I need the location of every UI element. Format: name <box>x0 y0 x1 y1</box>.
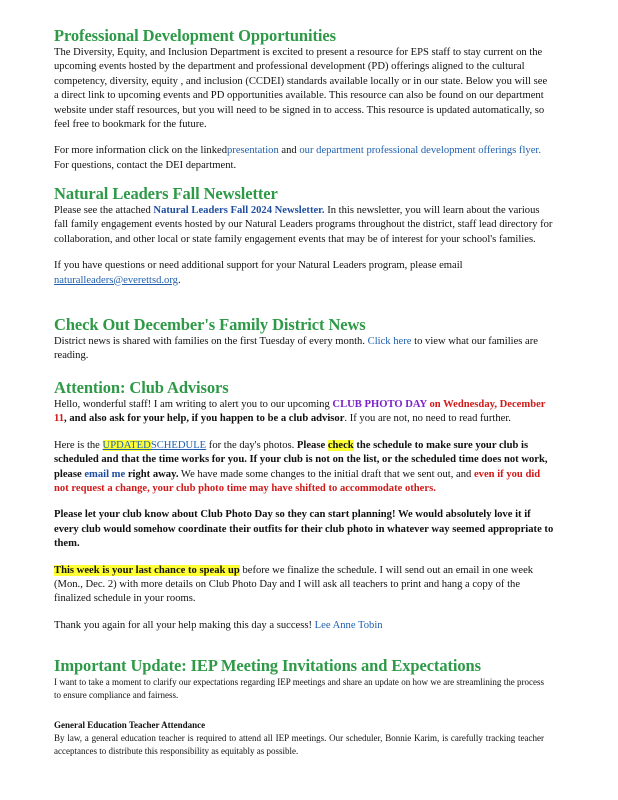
club-p4-post: before we finalize the schedule. I will send out an email in one week (Mon., Dec. 2) with more details on Club Photo Day and I will ask all teachers to print and hang a copy of the finalized schedule in your rooms. <box>54 564 534 605</box>
club-deadline-paragraph <box>54 564 554 607</box>
club-last-chance: This week is your last chance to speak up <box>54 564 240 576</box>
club-intro-paragraph <box>54 398 554 427</box>
lee-anne-tobin-link[interactable]: Lee Anne Tobin <box>314 619 383 631</box>
updated-schedule-link-schedule[interactable]: SCHEDULE <box>150 439 207 451</box>
pd-section <box>54 26 554 173</box>
iep-intro: I want to take a moment to clarify our expectations regarding IEP meetings and share an update on how we are streamlining the process to ensure compliance and fairness. <box>54 677 544 700</box>
iep-heading: Important Update: IEP Meeting Invitations and Expectations <box>54 656 481 675</box>
club-p2-here: Here is the <box>54 439 103 451</box>
natural-leaders-section <box>54 184 554 288</box>
club-p2-red: even if you did not request a change, your club photo time may have shifted to accommodate others. <box>54 468 541 495</box>
district-news-section <box>54 315 554 364</box>
iep-body: By law, a general education teacher is required to attend all IEP meetings. Our scheduler, Bonnie Karim, is carefully tracking teacher acceptances to distribute this responsibility as equitably as possible. <box>54 733 544 757</box>
natural-leaders-paragraph <box>54 204 554 247</box>
iep-subhead: General Education Teacher Attendance <box>54 720 206 730</box>
club-p2-check: check <box>327 439 354 451</box>
club-thanks-paragraph <box>54 619 554 633</box>
nl-contact-paragraph <box>54 259 554 288</box>
presentation-link[interactable]: presentation <box>227 145 279 157</box>
nl-email-post: . <box>177 274 181 286</box>
club-p2-for: for the day's photos. <box>206 439 297 451</box>
iep-section <box>54 656 544 758</box>
club-planning-paragraph: Please let your club know about Club Photo Day so they can start planning! We would absolutely love it if every club would somehow coordinate their outfits for their club photo in whatever way seemed appropriate to them. <box>54 509 554 550</box>
club-p2-bold1: the schedule to make sure your club is scheduled and that the time works for you. If your club is not on the list, or the scheduled time does not work, please <box>54 439 548 480</box>
club-photo-day-label: CLUB PHOTO DAY <box>332 399 427 410</box>
club-advisors-section <box>54 378 554 633</box>
updated-schedule-link-updated[interactable]: UPDATED <box>102 439 151 451</box>
pd-links-paragraph <box>54 144 554 173</box>
pd-paragraph: The Diversity, Equity, and Inclusion Department is excited to present a resource for EPS staff to stay current on the upcoming events hosted by the department and professional development (PD) offerings aligned to the cultural competency, diversity, equity , and inclusion (CCDEI) standards available locally or in our state. Below you will see a direct link to upcoming events and PD opportunities available. This resource can also be found on our department website under staff resources, but you will need to be signed in to access. This resource is updated automatically, so feel free to bookmark for the future. <box>54 47 548 131</box>
pd-links-pre: For more information click on the linked <box>54 145 227 157</box>
email-me-link[interactable]: email me <box>84 468 126 480</box>
nl-post: In this newsletter, you will learn about the various fall family engagement events hosted by our Natural Leaders programs throughout the district, staff lead directory for collaboration, and other local or state family engagement events that may be of interest for your school's families. <box>54 205 553 245</box>
club-p1-on: on <box>426 399 444 410</box>
club-p2-normal: We have made some changes to the initial draft that we sent out, and <box>178 468 474 480</box>
district-news-paragraph <box>54 335 554 364</box>
club-p5-pre: Thank you again for all your help making this day a success! <box>54 619 315 631</box>
club-p2-right: right away. <box>125 468 179 480</box>
newsletter-link[interactable]: Natural Leaders Fall 2024 Newsletter. <box>153 205 325 216</box>
nl-contact-pre: If you have questions or need additional support for your Natural Leaders program, please email <box>54 260 463 272</box>
club-p1-ask: , and also ask for your help, if you happen to be a club advisor <box>64 413 345 425</box>
click-here-link[interactable]: Click here <box>367 336 412 347</box>
offerings-flyer-link[interactable]: our department professional development offerings flyer. <box>299 145 541 157</box>
news-pre: District news is shared with families on the first Tuesday of every month. <box>54 336 368 347</box>
news-post: to view what our families are reading. <box>54 336 538 362</box>
club-p1-post: . If you are not, no need to read further. <box>344 413 511 425</box>
club-p1-pre: Hello, wonderful staff! I am writing to alert you to our upcoming <box>54 399 333 410</box>
pd-heading: Professional Development Opportunities <box>54 26 336 45</box>
pd-and-text: and <box>278 145 300 157</box>
nl-pre: Please see the attached <box>54 205 154 216</box>
club-schedule-paragraph <box>54 439 554 497</box>
natural-leaders-heading: Natural Leaders Fall Newsletter <box>54 184 278 203</box>
club-advisors-heading: Attention: Club Advisors <box>54 378 229 397</box>
district-news-heading: Check Out December's Family District News <box>54 315 366 334</box>
club-photo-date: Wednesday, December 11 <box>54 399 546 425</box>
naturalleaders-email-link[interactable]: naturalleaders@everettsd.org <box>54 274 178 286</box>
pd-links-post: For questions, contact the DEI department. <box>54 159 237 171</box>
club-p2-please: Please <box>296 439 328 451</box>
